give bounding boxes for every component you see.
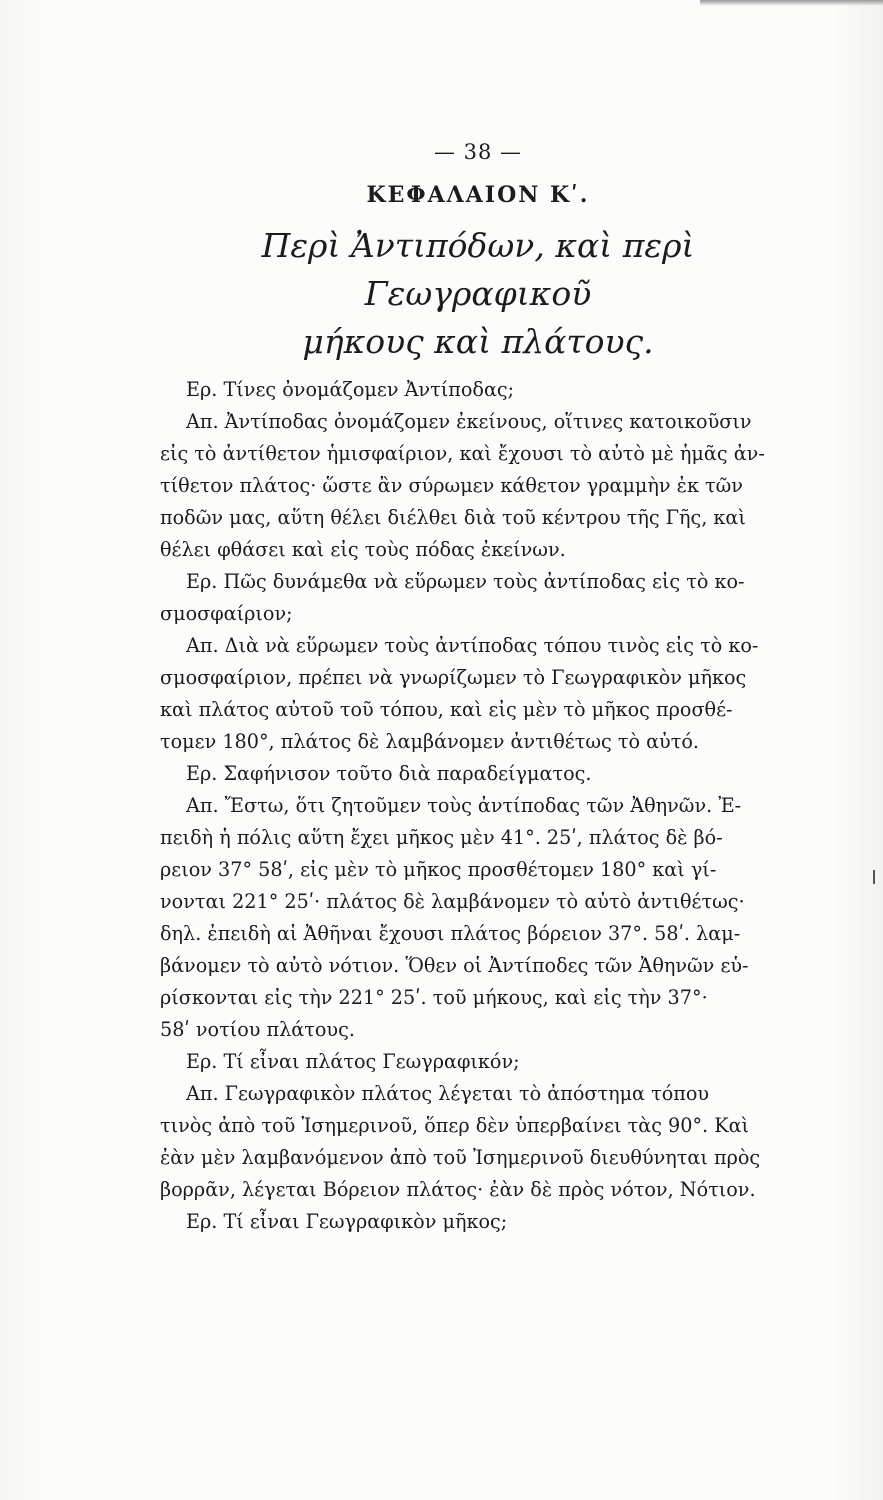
chapter-title-line: μήκους καὶ πλάτους. xyxy=(302,322,654,361)
text-line: Ερ. Σαφήνισον τοῦτο διὰ παραδείγματος. xyxy=(186,762,592,785)
text-line: εἰς τὸ ἀντίθετον ἡμισφαίριον, καὶ ἔχουσι τὸ αὐτὸ μὲ ἡμᾶς ἀν- xyxy=(160,442,765,465)
text-line: ρίσκονται εἰς τὴν 221° 25ʹ. τοῦ μήκους, καὶ εἰς τὴν 37°· xyxy=(160,986,708,1009)
text-line: ποδῶν μας, αὕτη θέλει διέλθει διὰ τοῦ κέντρου τῆς Γῆς, καὶ xyxy=(160,506,746,529)
page-number: — 38 — xyxy=(433,140,523,164)
text-line: πειδὴ ἡ πόλις αὕτη ἔχει μῆκος μὲν 41°. 25ʹ, πλάτος δὲ βό- xyxy=(160,826,723,849)
text-line: τινὸς ἀπὸ τοῦ Ἰσημερινοῦ, ὅπερ δὲν ὑπερβαίνει τὰς 90°. Καὶ xyxy=(160,1114,750,1137)
margin-mark xyxy=(873,870,875,884)
text-line: ρειον 37° 58ʹ, εἰς μὲν τὸ μῆκος προσθέτομεν 180° καὶ γί- xyxy=(160,858,717,881)
text-line: Απ. Ἀντίποδας ὀνομάζομεν ἐκείνους, οἵτινες κατοικοῦσιν xyxy=(186,410,752,433)
text-line: σμοσφαίριον, πρέπει νὰ γνωρίζωμεν τὸ Γεωγραφικὸν μῆκος xyxy=(160,666,747,689)
text-line: δηλ. ἐπειδὴ αἱ Ἀθῆναι ἔχουσι πλάτος βόρειον 37°. 58ʹ. λαμ- xyxy=(160,922,741,945)
text-line: νονται 221° 25ʹ· πλάτος δὲ λαμβάνομεν τὸ αὐτὸ ἀντιθέτως· xyxy=(160,890,745,913)
text-line: Ερ. Τίνες ὀνομάζομεν Ἀντίποδας; xyxy=(186,378,515,401)
text-line: Ερ. Τί εἶναι Γεωγραφικὸν μῆκος; xyxy=(186,1210,508,1233)
text-line: Απ. Διὰ νὰ εὕρωμεν τοὺς ἀντίποδας τόπου τινὸς εἰς τὸ κο- xyxy=(186,634,759,657)
text-line: Ερ. Πῶς δυνάμεθα νὰ εὕρωμεν τοὺς ἀντίποδας εἰς τὸ κο- xyxy=(186,570,745,593)
text-line: τομεν 180°, πλάτος δὲ λαμβάνομεν ἀντιθέτως τὸ αὐτό. xyxy=(160,730,699,753)
text-line: 58ʹ νοτίου πλάτους. xyxy=(160,1018,355,1041)
text-line: Απ. Γεωγραφικὸν πλάτος λέγεται τὸ ἀπόστημα τόπου xyxy=(186,1082,710,1105)
page-edge-shadow xyxy=(700,0,883,6)
text-line: σμοσφαίριον; xyxy=(160,602,293,625)
chapter-heading: ΚΕΦΑΛΑΙΟΝ Κʹ. xyxy=(366,182,590,208)
text-line: καὶ πλάτος αὐτοῦ τοῦ τόπου, καὶ εἰς μὲν τὸ μῆκος προσθέ- xyxy=(160,698,733,721)
text-line: θέλει φθάσει καὶ εἰς τοὺς πόδας ἐκείνων. xyxy=(160,538,566,561)
body-text xyxy=(160,374,796,1238)
text-line: βορρᾶν, λέγεται Βόρειον πλάτος· ἐὰν δὲ πρὸς νότον, Νότιον. xyxy=(160,1178,756,1201)
text-line: ἐὰν μὲν λαμβανόμενον ἀπὸ τοῦ Ἰσημερινοῦ διευθύνηται πρὸς xyxy=(160,1146,761,1169)
page-text-block xyxy=(160,140,796,1238)
chapter-title xyxy=(160,222,796,366)
text-line: Απ. Ἔστω, ὅτι ζητοῦμεν τοὺς ἀντίποδας τῶν Ἀθηνῶν. Ἐ- xyxy=(186,794,742,817)
text-line: Ερ. Τί εἶναι πλάτος Γεωγραφικόν; xyxy=(186,1050,520,1073)
chapter-title-line: Περὶ Ἀντιπόδων, καὶ περὶ Γεωγραφικοῦ xyxy=(261,226,695,313)
text-line: βάνομεν τὸ αὐτὸ νότιον. Ὅθεν οἱ Ἀντίποδες τῶν Ἀθηνῶν εὑ- xyxy=(160,954,749,977)
text-line: τίθετον πλάτος· ὥστε ἂν σύρωμεν κάθετον γραμμὴν ἐκ τῶν xyxy=(160,474,743,497)
